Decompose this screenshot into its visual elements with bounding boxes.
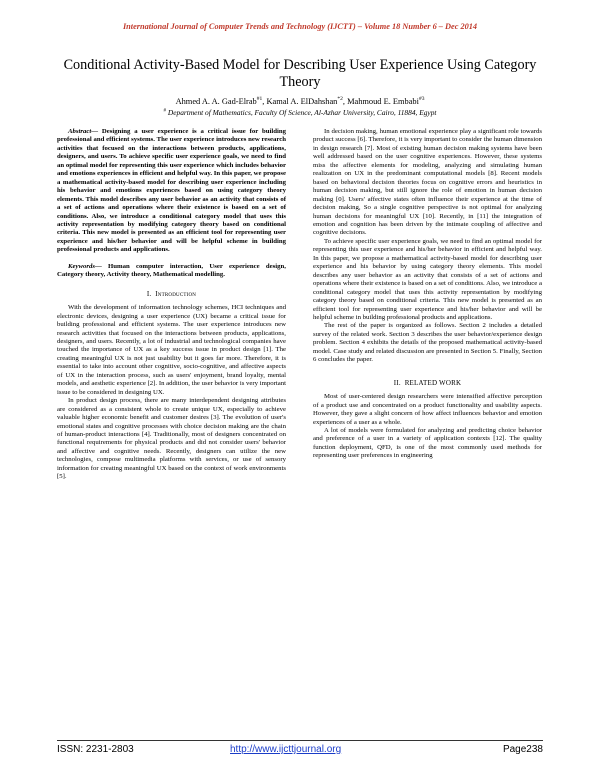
abstract-text: — Designing a user experience is a critical issue for building professional and efficient systems. The user experience introduces new research activities that focused on the interactions between products, applications, designers, and users. To achieve specific user experience goals, we need to find an optimal model for representing this user experience which includes behavior and emotions experiences in efficient and helpful way. In this paper, we propose a mathematical activity-based model for describing user experience including his behavior and emotions experiences based on using category theory elements. This model describes any user behavior as an activity that consists of a set of actions and operations where their existence is based on a set of conditions. Also, we introduce a conditional category model that uses this activity representation by modifying category theory based on conditional criteria. This new model is presented as an efficient tool for representing user experience and his/her behavior and will be helpful scheme in building professional products and applications. xyxy=(57,128,286,254)
body-paragraph: Most of user-centered design researchers were intensified affective perception of a product use and concentrated on a product functionality and usability aspects. However, they gave a slight concern of how affect influences behavior and emotion experiences of a user as a whole. xyxy=(313,393,542,426)
section-number: I. xyxy=(146,289,152,298)
affiliation-text: Department of Mathematics, Faculty Of Science, Al-Azhar University, Cairo, 11884, Egypt xyxy=(167,108,437,117)
author-mark: #1 xyxy=(256,96,263,102)
affiliation-mark: # xyxy=(163,108,167,114)
keywords-text: — Human computer interaction, User experience design, Category theory, Activity theory, Mathematical modelling. xyxy=(57,262,286,279)
right-column xyxy=(313,128,542,461)
keywords xyxy=(57,263,286,280)
issn: ISSN: 2231-2803 xyxy=(57,744,134,755)
author-name: Ahmed A. A. Gad-Elrab xyxy=(175,96,257,106)
footer-rule xyxy=(57,740,543,741)
journal-url-link[interactable]: http://www.ijcttjournal.org xyxy=(230,744,342,755)
keywords-lead: Keywords xyxy=(68,262,95,270)
section-heading-introduction xyxy=(57,290,286,298)
section-number: II. xyxy=(393,378,401,387)
page-number: Page238 xyxy=(502,744,543,755)
section-title: RELATED WORK xyxy=(404,378,462,387)
body-paragraph: In product design process, there are many interdependent designing attributes are considered as a consistent whole to create unique UX, especially to achieve valuable higher economic benefit and customer desires [3]. The evolution of user's emotional states and cognitive processes with choice decision making are the chain of human-product interactions [4]. Traditionally, most of designers concentrated on functional requirements for physical products and did not consider users' behavior and affective and cognitive needs. Recently, designers can utilize the new technologies, compose multimedia platforms with services, or use of sensory information for creating meaningful UX based on the context of work environments [5]. xyxy=(57,397,286,481)
page-footer xyxy=(57,744,543,758)
section-heading-related-work xyxy=(313,379,542,387)
section-title: Introduction xyxy=(155,289,197,298)
author-line: Ahmed A. A. Gad-Elrab$^{\#1}$, Kamal A. ElDahshan$^{*2}$, Mahmoud E. Embabi$^{\#3}$ xyxy=(175,96,425,106)
author-mark: *2 xyxy=(337,96,343,102)
author-mark: #3 xyxy=(418,96,425,102)
left-column xyxy=(57,128,286,482)
body-paragraph: A lot of models were formulated for analyzing and predicting choice behavior and preference of a user in a variety of application contexts [12]. The quality function deployment, QFD, is one of the most commonly used methods for representing user preferences in engineering xyxy=(313,426,542,460)
body-paragraph: In decision making, human emotional experience play a significant role towards product success [6]. Therefore, it is very important to consider the human dimension in design research [7]. Most of existing human decision making systems have been well addressed based on the user cognitive experiences. However, these systems miss the affective elements for modeling, analyzing and simulating human realization on UX in the predominant computational models [8]. Recent models based on behavioral decision theories focus on cognitive errors and heuristics in human decision making, but still ignore the role of emotion in human decision making [0]. Users' affective states often influence their experience at the time of decision making, So a single cognitive perspective is not optimal for analyzing human decisions for meaningful UX [10]. Recently, in [11] the integration of emotion and cognition has been driven by the intimate coupling of affective and cognitive decisions. xyxy=(313,128,542,237)
journal-header: International Journal of Computer Trends and Technology (IJCTT) – Volume 18 Number 6 – Dec 2014 xyxy=(122,22,478,31)
affiliation xyxy=(0,108,600,117)
body-paragraph: The rest of the paper is organized as follows. Section 2 includes a detailed survey of the related work. Section 3 describes the user behavior/experience design problem. Section 4 exhibits the details of the proposed mathematical activity-based model. Case study and related discussion are presented in Section 5. Finally, Section 6 concludes the paper. xyxy=(313,322,542,364)
body-paragraph: With the development of information technology schemes, HCI techniques and electronic devices, designing a user experience (UX) became a critical issue for building professional and efficient systems. The user experience introduces new research activities that focused on the interactions between products, applications, designers, and users. Recently, a lot of industrial and technological companies have touched the importance of UX as a key success issue in product design [1]. The creating meaningful UX is not just usability but it goes far more. Therefore, it is essential to take into account other cognitive, socio-cognitive, and affective aspects of UX in the interaction process, such as users' enjoyment, brand loyalty, mental models, and aesthetic experience [2]. In addition, the user behavior is very important issue to be considered in designing UX. xyxy=(57,304,286,396)
author-name: Mahmoud E. Embabi xyxy=(347,96,419,106)
paper-title: Conditional Activity-Based Model for Describing User Experience Using Category Theory xyxy=(63,57,537,90)
abstract xyxy=(57,128,286,255)
author-name: Kamal A. ElDahshan xyxy=(266,96,338,106)
body-paragraph: To achieve specific user experience goals, we need to find an optimal model for representing this user experience and his/her behavior in efficient and helpful way. In this paper, we propose a mathematical activity-based model for describing user experience and his behavior by using category theory elements. This model describes any user behavior as an activity that consists of a set of actions and operations where their existence is based on a set of conditions. Also, we introduce a conditional category model that uses this activity representation by modifying category theory based on conditional criteria. This new model is presented as an efficient tool for representing user experience and his/her behavior and will be helpful scheme in building professional products and applications. xyxy=(313,237,542,321)
abstract-lead: Abstract xyxy=(68,128,92,135)
